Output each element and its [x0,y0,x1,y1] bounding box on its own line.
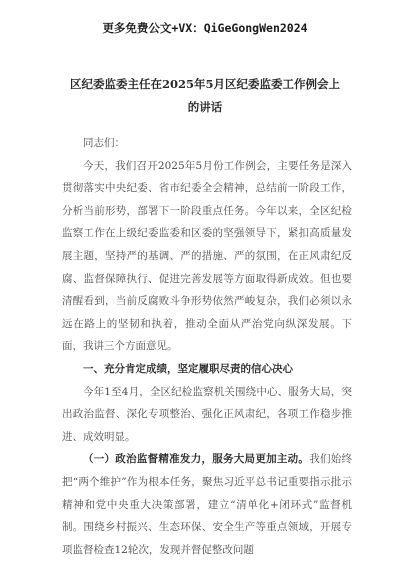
subsection-text: 我们始终把“两个维护”作为根本任务，聚焦习近平总书记重要指示批示精神和党中央重大决策部署，建立“清单化+闭环式”监督机制。围绕乡村振兴、生态环保、安全生产等重点领域，开展专项监督检查12轮次，发现并督促整改问题 [62,453,352,556]
subsection-heading: （一）政治监督精准发力，服务大局更加主动。 [83,453,310,466]
promo-header: 更多免费公文+VX：QiGeGongWen2024 [102,21,308,35]
salutation: 同志们： [83,137,125,149]
section-heading: 一、充分肯定成绩，坚定履职尽责的信心决心 [83,362,293,375]
document-title: 区纪委监委主任在2025年5月区纪委监委工作例会上的讲话 [70,77,341,114]
document-body [62,132,352,561]
subsection-paragraph [62,448,352,561]
intro-paragraph: 今天，我们召开2025年5月份工作例会，主要任务是深入贯彻落实中央纪委、省市纪委全会精神，总结前一阶段工作，分析当前形势，部署下一阶段重点任务。今年以来，全区纪检监察工作在上级纪委监委和区委的坚强领导下，紧扣高质量发展主题，坚持严的基调、严的措施、严的氛围，在正风肃纪反腐、监督保障执行、促进完善发展等方面取得新成效。但也要清醒看到，当前反腐败斗争形势依然严峻复杂，我们必须以永远在路上的坚韧和执着，推动全面从严治党向纵深发展。下面，我讲三个方面意见。 [62,159,352,353]
section-paragraph: 今年1至4月，全区纪检监察机关围绕中心、服务大局，突出政治监督、深化专项整治、强化正风肃纪，各项工作稳步推进、成效明显。 [62,385,352,443]
